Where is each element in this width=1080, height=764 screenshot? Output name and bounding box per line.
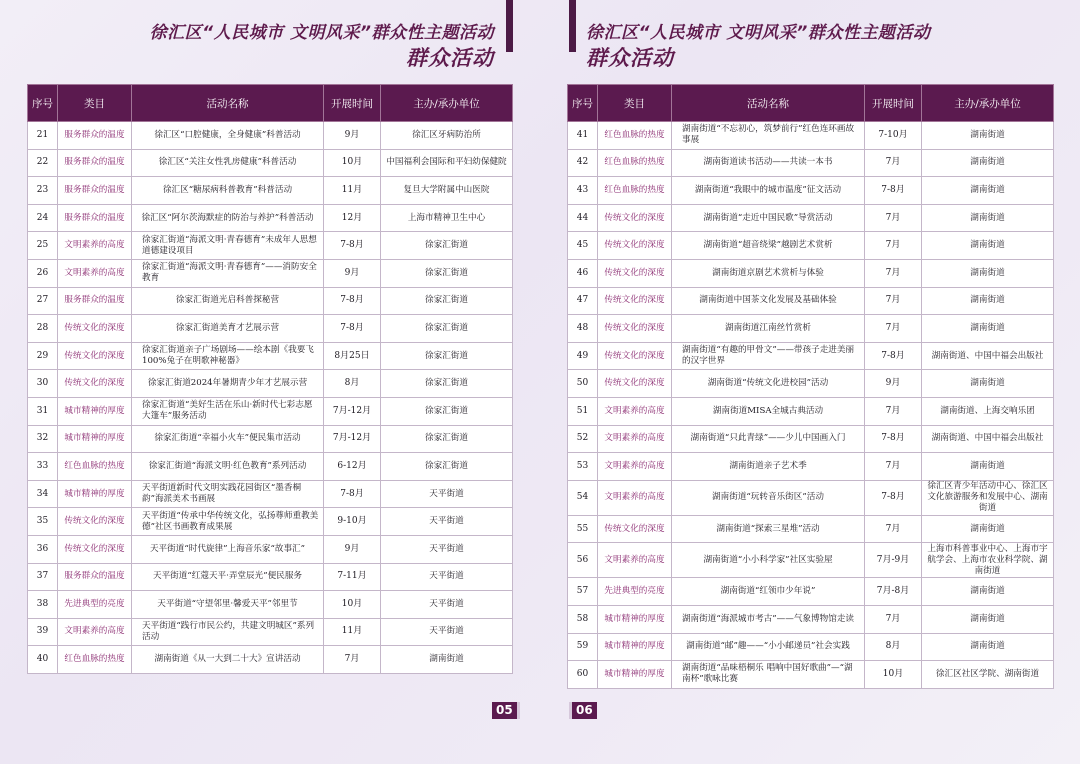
row-category: 传统文化的深度 [58, 315, 132, 343]
table-row [568, 204, 1054, 232]
row-number: 52 [568, 425, 598, 453]
table-row [28, 287, 513, 315]
row-time: 7-8月 [324, 315, 381, 343]
row-category: 红色血脉的热度 [58, 453, 132, 481]
row-time: 9月 [865, 370, 922, 398]
header-organizer: 主办/承办单位 [922, 85, 1054, 122]
row-organizer: 湖南街道、中国中福会出版社 [922, 425, 1054, 453]
row-activity-name: 湖南街道亲子艺术季 [672, 453, 865, 481]
row-category: 传统文化的深度 [598, 287, 672, 315]
row-number: 29 [28, 342, 58, 370]
row-time: 8月25日 [324, 342, 381, 370]
row-number: 22 [28, 149, 58, 177]
row-organizer: 湖南街道 [922, 259, 1054, 287]
row-activity-name: 徐家汇街道“海派文明·红色教育”系列活动 [132, 453, 324, 481]
row-activity-name: 湖南街道中国茶文化发展及基础体验 [672, 287, 865, 315]
row-activity-name: 湖南街道京剧艺术赏析与体验 [672, 259, 865, 287]
table-row [568, 397, 1054, 425]
row-number: 39 [28, 618, 58, 646]
row-activity-name: 湖南街道“我眼中的城市温度”征文活动 [672, 177, 865, 205]
row-category: 文明素养的高度 [58, 232, 132, 260]
row-time: 7月 [865, 397, 922, 425]
row-category: 服务群众的温度 [58, 122, 132, 150]
row-organizer: 徐家汇街道 [381, 370, 513, 398]
row-activity-name: 湖南街道“海派城市考古”——气象博物馆走读 [672, 605, 865, 633]
row-time: 10月 [324, 591, 381, 619]
row-time: 9-10月 [324, 508, 381, 536]
table-row [568, 453, 1054, 481]
table-row [568, 259, 1054, 287]
row-organizer: 湖南街道、上海交响乐团 [922, 397, 1054, 425]
row-category: 传统文化的深度 [58, 342, 132, 370]
title-accent-bar [569, 0, 576, 52]
row-organizer: 徐家汇街道 [381, 397, 513, 425]
row-number: 57 [568, 578, 598, 606]
table-row [568, 633, 1054, 661]
row-organizer: 徐家汇街道 [381, 259, 513, 287]
row-time: 7-8月 [324, 287, 381, 315]
table-row [568, 578, 1054, 606]
header-organizer: 主办/承办单位 [381, 85, 513, 122]
row-time: 7月 [865, 149, 922, 177]
row-organizer: 徐家汇街道 [381, 287, 513, 315]
row-category: 传统文化的深度 [598, 204, 672, 232]
row-number: 54 [568, 480, 598, 515]
row-number: 27 [28, 287, 58, 315]
row-activity-name: 湖南街道“红领巾少年说” [672, 578, 865, 606]
page-title: 徐汇区“人民城市 文明风采”群众性主题活动 [149, 23, 494, 43]
row-time: 12月 [324, 204, 381, 232]
row-time: 7月 [865, 259, 922, 287]
row-activity-name: 徐汇区“关注女性乳房健康”科普活动 [132, 149, 324, 177]
row-category: 文明素养的高度 [598, 480, 672, 515]
table-row [568, 425, 1054, 453]
row-time: 6-12月 [324, 453, 381, 481]
row-organizer: 徐汇区青少年活动中心、徐汇区文化旅游服务和发展中心、湖南街道 [922, 480, 1054, 515]
table-row [28, 591, 513, 619]
table-row [28, 563, 513, 591]
row-category: 先进典型的亮度 [58, 591, 132, 619]
table-row [28, 204, 513, 232]
row-time: 7月 [865, 605, 922, 633]
row-category: 服务群众的温度 [58, 563, 132, 591]
table-row [568, 232, 1054, 260]
row-time: 8月 [865, 633, 922, 661]
row-category: 传统文化的深度 [58, 508, 132, 536]
row-category: 先进典型的亮度 [598, 578, 672, 606]
row-time: 7-8月 [324, 232, 381, 260]
title-accent-bar [506, 0, 513, 52]
row-time: 11月 [324, 618, 381, 646]
row-number: 24 [28, 204, 58, 232]
row-activity-name: 湖南街道江南丝竹赏析 [672, 315, 865, 343]
header-no: 序号 [28, 85, 58, 122]
row-time: 7-8月 [865, 480, 922, 515]
row-organizer: 湖南街道 [922, 578, 1054, 606]
table-row [28, 535, 513, 563]
header-activity-name: 活动名称 [672, 85, 865, 122]
row-number: 36 [28, 535, 58, 563]
row-time: 10月 [865, 661, 922, 689]
row-category: 城市精神的厚度 [58, 480, 132, 508]
page-number: 05 [492, 702, 520, 719]
row-time: 8月 [324, 370, 381, 398]
row-number: 34 [28, 480, 58, 508]
table-row [28, 508, 513, 536]
row-organizer: 湖南街道 [381, 646, 513, 674]
header-activity-name: 活动名称 [132, 85, 324, 122]
row-time: 7-11月 [324, 563, 381, 591]
table-row [568, 543, 1054, 578]
row-time: 7月-12月 [324, 425, 381, 453]
row-organizer: 徐汇区社区学院、湖南街道 [922, 661, 1054, 689]
row-time: 7月 [865, 515, 922, 543]
header-no: 序号 [568, 85, 598, 122]
row-activity-name: 湖南街道“品味梧桐乐 唱响中国好歌曲”—“湖南杯”歌咏比赛 [672, 661, 865, 689]
row-category: 服务群众的温度 [58, 204, 132, 232]
row-number: 21 [28, 122, 58, 150]
row-number: 53 [568, 453, 598, 481]
row-activity-name: 天平街道“践行市民公约，共建文明城区”系列活动 [132, 618, 324, 646]
row-organizer: 天平街道 [381, 480, 513, 508]
row-activity-name: 湖南街道“走近中国民歌”导赏活动 [672, 204, 865, 232]
row-time: 7月-8月 [865, 578, 922, 606]
row-number: 40 [28, 646, 58, 674]
table-row [568, 480, 1054, 515]
row-organizer: 天平街道 [381, 618, 513, 646]
row-activity-name: 徐家汇街道“幸福小火车”便民集市活动 [132, 425, 324, 453]
row-time: 7月-9月 [865, 543, 922, 578]
row-organizer: 徐汇区牙病防治所 [381, 122, 513, 150]
row-number: 43 [568, 177, 598, 205]
row-activity-name: 天平街道新时代文明实践花园街区“墨香桐韵”海派美术书画展 [132, 480, 324, 508]
row-activity-name: 徐汇区“阿尔茨海默症的防治与养护”科普活动 [132, 204, 324, 232]
row-organizer: 湖南街道、中国中福会出版社 [922, 342, 1054, 370]
table-row [568, 515, 1054, 543]
row-organizer: 湖南街道 [922, 315, 1054, 343]
row-time: 9月 [324, 535, 381, 563]
row-number: 47 [568, 287, 598, 315]
row-number: 60 [568, 661, 598, 689]
activity-table [27, 84, 513, 674]
row-time: 7月 [865, 204, 922, 232]
row-activity-name: 湖南街道读书活动——共读一本书 [672, 149, 865, 177]
header-time: 开展时间 [865, 85, 922, 122]
row-time: 11月 [324, 177, 381, 205]
row-organizer: 上海市精神卫生中心 [381, 204, 513, 232]
page-subtitle: 群众活动 [586, 46, 674, 70]
row-activity-name: 徐家汇街道美育才艺展示营 [132, 315, 324, 343]
row-category: 文明素养的高度 [598, 453, 672, 481]
row-category: 传统文化的深度 [58, 370, 132, 398]
row-activity-name: 湖南街道“玩转音乐街区”活动 [672, 480, 865, 515]
page-title: 徐汇区“人民城市 文明风采”群众性主题活动 [586, 23, 931, 43]
row-organizer: 徐家汇街道 [381, 453, 513, 481]
row-number: 32 [28, 425, 58, 453]
row-category: 红色血脉的热度 [598, 149, 672, 177]
table-row [28, 453, 513, 481]
row-time: 9月 [324, 122, 381, 150]
row-organizer: 徐家汇街道 [381, 425, 513, 453]
row-time: 7-8月 [865, 342, 922, 370]
row-category: 传统文化的深度 [598, 315, 672, 343]
table-row [568, 315, 1054, 343]
table-row [568, 342, 1054, 370]
right-page [540, 0, 1080, 764]
row-activity-name: 徐家汇街道“美好生活在乐山·新时代七彩志愿大篷车”服务活动 [132, 397, 324, 425]
row-category: 文明素养的高度 [598, 543, 672, 578]
row-activity-name: 湖南街道“超音绕梁”越剧艺术赏析 [672, 232, 865, 260]
row-activity-name: 湖南街道“邮”趣——“小小邮递员”社会实践 [672, 633, 865, 661]
row-number: 49 [568, 342, 598, 370]
row-organizer: 湖南街道 [922, 633, 1054, 661]
header-time: 开展时间 [324, 85, 381, 122]
row-activity-name: 湖南街道“传统文化进校园”活动 [672, 370, 865, 398]
row-organizer: 湖南街道 [922, 149, 1054, 177]
row-number: 46 [568, 259, 598, 287]
row-organizer: 徐家汇街道 [381, 232, 513, 260]
row-organizer: 湖南街道 [922, 515, 1054, 543]
table-row [28, 122, 513, 150]
row-activity-name: 徐家汇街道亲子广场剧场——绘本剧《我要飞100%兔子在明歌神秘器》 [132, 342, 324, 370]
table-row [28, 232, 513, 260]
row-time: 7-8月 [865, 177, 922, 205]
row-organizer: 天平街道 [381, 508, 513, 536]
row-number: 51 [568, 397, 598, 425]
row-number: 50 [568, 370, 598, 398]
row-number: 35 [28, 508, 58, 536]
row-time: 7月 [865, 453, 922, 481]
row-category: 文明素养的高度 [58, 618, 132, 646]
row-organizer: 湖南街道 [922, 370, 1054, 398]
table-row [28, 259, 513, 287]
row-category: 城市精神的厚度 [598, 633, 672, 661]
row-number: 28 [28, 315, 58, 343]
row-organizer: 湖南街道 [922, 287, 1054, 315]
row-category: 服务群众的温度 [58, 149, 132, 177]
table-row [28, 149, 513, 177]
row-organizer: 天平街道 [381, 591, 513, 619]
row-number: 37 [28, 563, 58, 591]
row-number: 33 [28, 453, 58, 481]
row-activity-name: 湖南街道“不忘初心，筑梦前行”红色连环画故事展 [672, 122, 865, 150]
row-number: 23 [28, 177, 58, 205]
table-row [28, 425, 513, 453]
row-category: 红色血脉的热度 [58, 646, 132, 674]
table-row [28, 397, 513, 425]
table-row [28, 177, 513, 205]
row-number: 42 [568, 149, 598, 177]
row-activity-name: 湖南街道《从一大到二十大》宣讲活动 [132, 646, 324, 674]
row-number: 56 [568, 543, 598, 578]
row-organizer: 天平街道 [381, 563, 513, 591]
row-category: 服务群众的温度 [58, 287, 132, 315]
row-time: 7月 [865, 287, 922, 315]
row-activity-name: 天平街道“传承中华传统文化，弘扬尊师重教美德”社区书画教育成果展 [132, 508, 324, 536]
page-number: 06 [569, 702, 597, 719]
row-number: 55 [568, 515, 598, 543]
row-number: 58 [568, 605, 598, 633]
row-category: 红色血脉的热度 [598, 122, 672, 150]
row-activity-name: 天平街道“红蔻天平·弄堂辰光”便民服务 [132, 563, 324, 591]
row-category: 城市精神的厚度 [58, 425, 132, 453]
row-category: 传统文化的深度 [598, 259, 672, 287]
row-number: 44 [568, 204, 598, 232]
row-time: 7-8月 [324, 480, 381, 508]
row-organizer: 复旦大学附属中山医院 [381, 177, 513, 205]
row-organizer: 天平街道 [381, 535, 513, 563]
table-row [28, 618, 513, 646]
table-row [28, 315, 513, 343]
row-activity-name: 天平街道“时代旋律”上海音乐家“故事汇” [132, 535, 324, 563]
row-number: 30 [28, 370, 58, 398]
row-activity-name: 湖南街道“只此青绿”——少儿中国画入门 [672, 425, 865, 453]
row-category: 传统文化的深度 [598, 370, 672, 398]
row-time: 7-8月 [865, 425, 922, 453]
row-category: 文明素养的高度 [598, 425, 672, 453]
row-activity-name: 徐汇区“口腔健康，全身健康”科普活动 [132, 122, 324, 150]
row-activity-name: 湖南街道“小小科学家”社区实验屋 [672, 543, 865, 578]
header-category: 类目 [58, 85, 132, 122]
row-number: 26 [28, 259, 58, 287]
row-number: 45 [568, 232, 598, 260]
row-organizer: 湖南街道 [922, 204, 1054, 232]
row-activity-name: 徐汇区“糖尿病科普教育”科普活动 [132, 177, 324, 205]
row-category: 城市精神的厚度 [58, 397, 132, 425]
row-time: 7月-12月 [324, 397, 381, 425]
row-number: 41 [568, 122, 598, 150]
row-category: 文明素养的高度 [58, 259, 132, 287]
row-activity-name: 徐家汇街道“海派文明·青春德育”未成年人思想道德建设项目 [132, 232, 324, 260]
row-activity-name: 湖南街道MISA全城古典活动 [672, 397, 865, 425]
row-activity-name: 徐家汇街道光启科普探秘营 [132, 287, 324, 315]
row-organizer: 徐家汇街道 [381, 342, 513, 370]
table-row [568, 149, 1054, 177]
row-organizer: 湖南街道 [922, 453, 1054, 481]
row-time: 10月 [324, 149, 381, 177]
table-row [568, 177, 1054, 205]
table-row [28, 646, 513, 674]
row-time: 7-10月 [865, 122, 922, 150]
row-organizer: 湖南街道 [922, 232, 1054, 260]
row-organizer: 湖南街道 [922, 177, 1054, 205]
row-time: 7月 [865, 232, 922, 260]
table-row [568, 122, 1054, 150]
row-organizer: 湖南街道 [922, 122, 1054, 150]
row-time: 7月 [865, 315, 922, 343]
row-activity-name: 天平街道“守望邻里·馨爱天平”邻里节 [132, 591, 324, 619]
header-category: 类目 [598, 85, 672, 122]
row-activity-name: 湖南街道“有趣的甲骨文”——带孩子走进美丽的汉字世界 [672, 342, 865, 370]
row-activity-name: 徐家汇街道2024年暑期青少年才艺展示营 [132, 370, 324, 398]
row-category: 文明素养的高度 [598, 397, 672, 425]
row-organizer: 徐家汇街道 [381, 315, 513, 343]
row-time: 9月 [324, 259, 381, 287]
row-category: 服务群众的温度 [58, 177, 132, 205]
row-organizer: 湖南街道 [922, 605, 1054, 633]
row-category: 城市精神的厚度 [598, 605, 672, 633]
table-row [568, 605, 1054, 633]
row-number: 59 [568, 633, 598, 661]
row-organizer: 上海市科普事业中心、上海市宇航学会、上海市农业科学院、湖南街道 [922, 543, 1054, 578]
activity-table [567, 84, 1054, 689]
row-number: 31 [28, 397, 58, 425]
table-row [568, 661, 1054, 689]
table-row [568, 287, 1054, 315]
table-row [28, 480, 513, 508]
row-category: 城市精神的厚度 [598, 661, 672, 689]
row-time: 7月 [324, 646, 381, 674]
row-category: 传统文化的深度 [598, 232, 672, 260]
row-category: 红色血脉的热度 [598, 177, 672, 205]
row-number: 48 [568, 315, 598, 343]
row-category: 传统文化的深度 [598, 515, 672, 543]
row-category: 传统文化的深度 [58, 535, 132, 563]
row-activity-name: 徐家汇街道“海派文明·青春德育”——消防安全教育 [132, 259, 324, 287]
row-organizer: 中国福利会国际和平妇幼保健院 [381, 149, 513, 177]
table-row [568, 370, 1054, 398]
table-row [28, 370, 513, 398]
row-activity-name: 湖南街道“探索三星堆”活动 [672, 515, 865, 543]
row-number: 38 [28, 591, 58, 619]
table-row [28, 342, 513, 370]
page-subtitle: 群众活动 [406, 46, 494, 70]
row-category: 传统文化的深度 [598, 342, 672, 370]
row-number: 25 [28, 232, 58, 260]
